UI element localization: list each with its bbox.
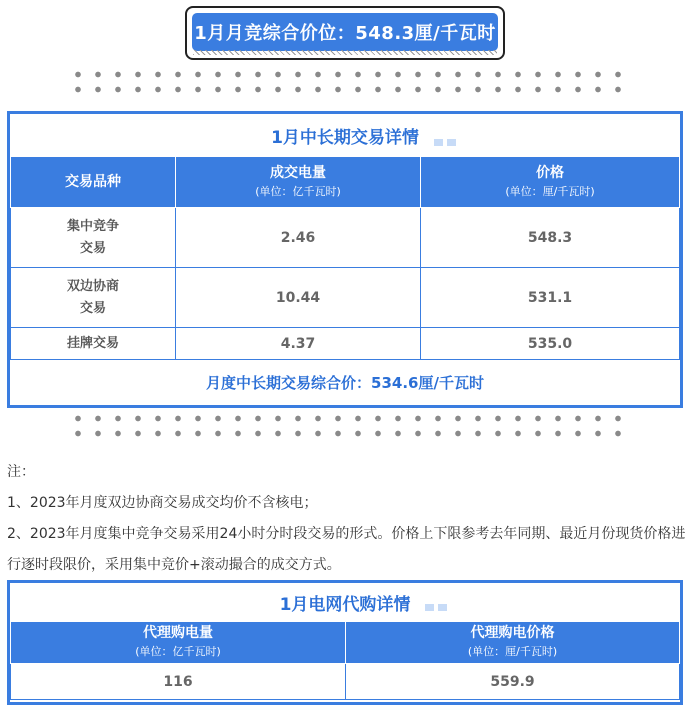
volume-cell: 2.46 — [176, 208, 421, 268]
section-title-text: 1月中长期交易详情 — [271, 127, 419, 148]
header-volume: 成交电量 (单位：亿千瓦时) — [176, 157, 421, 208]
section-title-text: 1月电网代购详情 — [279, 594, 411, 615]
banner-hatch-decoration — [193, 50, 497, 55]
dot-pattern-decoration — [68, 411, 628, 441]
header-volume-unit: (单位：亿千瓦时) — [255, 185, 341, 198]
medium-long-term-table — [10, 156, 680, 360]
header-agency-price: 代理购电价格 (单位：厘/千瓦时) — [346, 622, 680, 664]
agency-price-cell: 559.9 — [346, 664, 680, 700]
section-title — [10, 583, 680, 621]
section-title — [10, 114, 680, 156]
banner-frame — [185, 6, 505, 60]
header-trade-type: 交易品种 — [11, 157, 176, 208]
grid-agency-purchase-section — [7, 580, 683, 705]
title-mark-decoration — [425, 604, 447, 611]
header-agency-volume: 代理购电量 (单位：亿千瓦时) — [11, 622, 346, 664]
price-cell: 548.3 — [421, 208, 680, 268]
volume-cell: 10.44 — [176, 268, 421, 328]
table-header-row — [11, 157, 680, 208]
price-cell: 531.1 — [421, 268, 680, 328]
trade-type-cell: 挂牌交易 — [11, 328, 176, 360]
header-price: 价格 (单位：厘/千瓦时) — [421, 157, 680, 208]
table-row — [11, 664, 680, 700]
table-row — [11, 208, 680, 268]
dot-pattern-decoration — [68, 67, 628, 97]
trade-type-cell: 集中竞争 交易 — [11, 208, 176, 268]
medium-long-term-section — [7, 111, 683, 408]
header-agency-volume-unit: (单位：亿千瓦时) — [135, 645, 221, 658]
volume-cell: 4.37 — [176, 328, 421, 360]
table-header-row — [11, 622, 680, 664]
header-agency-price-unit: (单位：厘/千瓦时) — [467, 645, 558, 658]
trade-type-cell: 双边协商 交易 — [11, 268, 176, 328]
note-item: 1、2023年月度双边协商交易成交均价不含核电； — [7, 495, 318, 511]
note-item: 2、2023年月度集中竞争交易采用24小时分时段交易的形式。价格上下限参考去年同期、最近月份现货价格进行逐时段限价，采用集中竞价+滚动撮合的成交方式。 — [7, 526, 686, 573]
banner-title: 1月月竞综合价位：548.3厘/千瓦时 — [192, 13, 498, 51]
table-row — [11, 268, 680, 328]
agency-purchase-table — [10, 621, 680, 700]
notes-heading: 注： — [7, 464, 35, 480]
header-price-unit: (单位：厘/千瓦时) — [505, 185, 595, 198]
table-row — [11, 328, 680, 360]
monthly-summary-price: 月度中长期交易综合价：534.6厘/千瓦时 — [206, 374, 484, 392]
price-cell: 535.0 — [421, 328, 680, 360]
agency-volume-cell: 116 — [11, 664, 346, 700]
notes-block — [7, 457, 687, 581]
title-mark-decoration — [434, 139, 456, 146]
